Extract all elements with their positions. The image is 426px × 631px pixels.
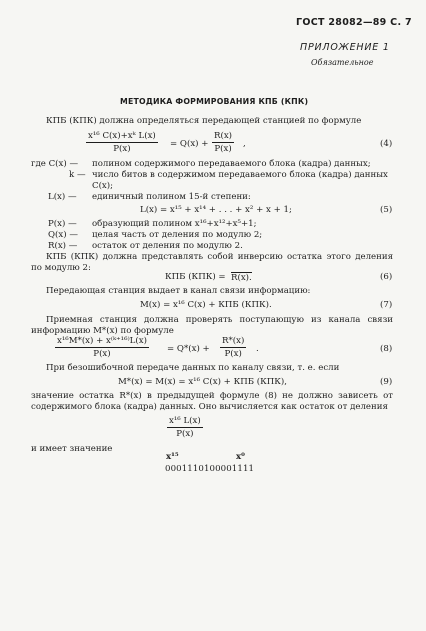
eq4-numerator: x¹⁶ C(x)+xᵏ L(x)	[88, 131, 156, 141]
eq9-number: (9)	[380, 377, 393, 387]
eq8-r-denominator: P(x)	[224, 349, 242, 359]
eq4-denominator: P(x)	[113, 144, 131, 154]
appendix-label: ПРИЛОЖЕНИЕ 1	[300, 42, 390, 53]
eq4-number: (4)	[380, 139, 393, 149]
def-p-text: образующий полином x¹⁶+x¹²+x⁵+1;	[92, 219, 257, 229]
def-r-symbol: R(x) —	[48, 241, 78, 251]
eq8-number: (8)	[380, 344, 393, 354]
eq10-numerator: x¹⁶ L(x)	[169, 416, 201, 426]
eq5-expression: L(x) = x¹⁵ + x¹⁴ + . . . + x² + x + 1;	[140, 205, 292, 215]
eq8-main-fraction	[55, 336, 149, 359]
paragraph-transmit: Передающая станция выдает в канал связи информацию:	[46, 286, 311, 296]
eq6-lhs: КПБ (КПК) =	[165, 272, 226, 282]
def-p-symbol: P(x) —	[48, 219, 77, 229]
eq4-middle: = Q(x) +	[170, 139, 209, 149]
paragraph-errorfree: При безошибочной передаче данных по каналу связи, т. е. если	[46, 363, 340, 373]
eq8-tail: .	[256, 344, 259, 354]
eq8-numerator: x¹⁶M*(x) + x⁽ᵏ⁺¹⁶⁾L(x)	[57, 336, 147, 346]
eq8-remainder-fraction	[220, 336, 246, 359]
eq10-denominator: P(x)	[176, 429, 194, 439]
appendix-status: Обязательное	[311, 58, 374, 67]
def-k-text: число битов в содержимом передаваемого блока (кадра) данных	[92, 170, 388, 180]
eq9-expression: M*(x) = M(x) = x¹⁶ C(x) + КПБ (КПК),	[118, 377, 288, 387]
eq4-r-denominator: P(x)	[214, 144, 232, 154]
paragraph-remainder: значение остатка R*(x) в предыдущей формуле (8) не должно зависеть от содержимого блока (кадра) данных. Оно вычисляется как остаток от деления	[31, 391, 393, 412]
eq8-denominator: P(x)	[93, 349, 111, 359]
bits-left-label: x¹⁵	[166, 452, 179, 462]
bits-value: 0001110100001111	[165, 464, 255, 474]
def-l-text: единичный полином 15-й степени:	[92, 192, 251, 202]
eq6-rhs-inverted: R(x).	[231, 273, 252, 283]
eq10-fraction	[167, 416, 203, 439]
eq4-remainder-fraction	[212, 131, 234, 154]
def-q-symbol: Q(x) —	[48, 230, 78, 240]
eq7-number: (7)	[380, 300, 393, 310]
paragraph-receive: Приемная станция должна проверять поступающую из канала связи информацию M*(x) по формуле	[31, 315, 393, 336]
def-k-cont: C(x);	[92, 181, 114, 191]
eq6-number: (6)	[380, 272, 393, 282]
paragraph-value: и имеет значение	[31, 444, 113, 454]
def-q-text: целая часть от деления по модулю 2;	[92, 230, 263, 240]
eq4-main-fraction	[86, 131, 158, 154]
def-k-symbol: k —	[69, 170, 86, 180]
eq4-r-numerator: R(x)	[214, 131, 233, 141]
def-c-symbol: где C(x) —	[31, 159, 79, 169]
eq8-middle: = Q*(x) +	[167, 344, 210, 354]
def-c-text: полином содержимого передаваемого блока (кадра) данных;	[92, 159, 371, 169]
page-header: ГОСТ 28082—89 С. 7	[296, 17, 412, 28]
paragraph-inversion: КПБ (КПК) должна представлять собой инверсию остатка этого деления по модулю 2:	[31, 252, 393, 273]
eq8-r-numerator: R*(x)	[222, 336, 245, 346]
intro-text: КПБ (КПК) должна определяться передающей станцией по формуле	[46, 116, 362, 126]
eq7-expression: M(x) = x¹⁶ C(x) + КПБ (КПК).	[140, 300, 272, 310]
section-title: МЕТОДИКА ФОРМИРОВАНИЯ КПБ (КПК)	[120, 97, 309, 106]
bits-right-label: x⁰	[236, 452, 245, 462]
def-l-symbol: L(x) —	[48, 192, 77, 202]
eq5-number: (5)	[380, 205, 393, 215]
eq4-tail: ,	[243, 139, 246, 149]
def-r-text: остаток от деления по модулю 2.	[92, 241, 243, 251]
